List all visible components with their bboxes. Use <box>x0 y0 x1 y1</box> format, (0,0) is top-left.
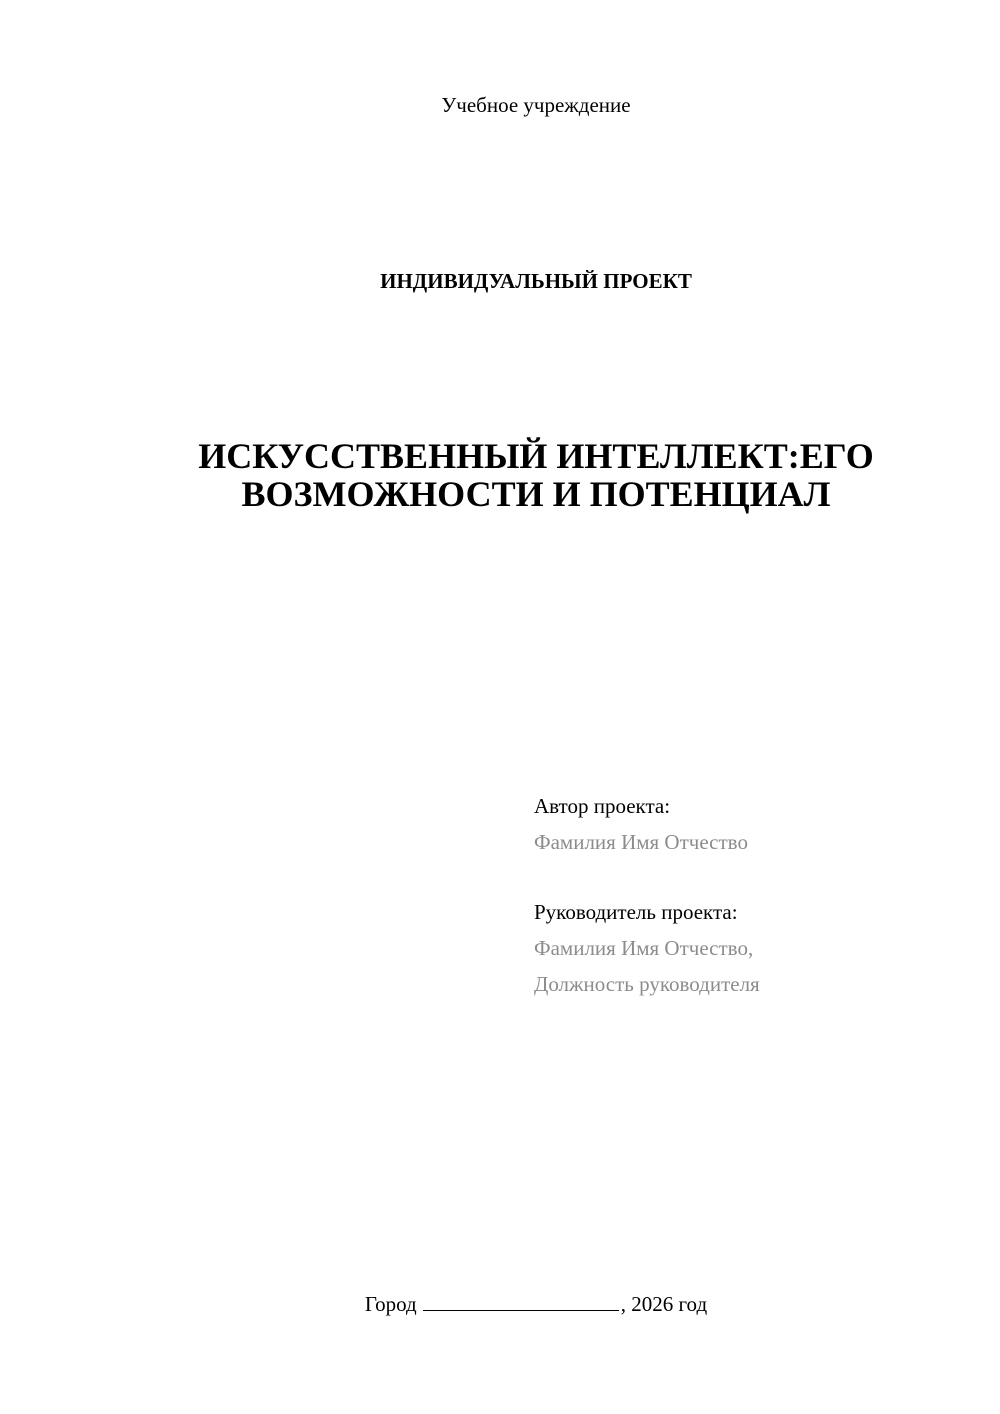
institution-name: Учебное учреждение <box>441 93 631 117</box>
author-name: Фамилия Имя Отчество <box>534 830 748 854</box>
city-year-line <box>0 1290 1000 1318</box>
project-title-line-2: ВОЗМОЖНОСТИ И ПОТЕНЦИАЛ <box>241 474 831 514</box>
project-title <box>0 437 1000 513</box>
project-title-line-1: ИСКУССТВЕННЫЙ ИНТЕЛЛЕКТ:ЕГО <box>198 436 874 476</box>
supervisor-position: Должность руководителя <box>534 972 760 996</box>
document-type: ИНДИВИДУАЛЬНЫЙ ПРОЕКТ <box>380 269 692 293</box>
city-label: Город <box>364 1292 417 1316</box>
supervisor-label: Руководитель проекта: <box>534 900 738 924</box>
author-label: Автор проекта: <box>534 794 671 818</box>
supervisor-name: Фамилия Имя Отчество, <box>534 936 754 960</box>
city-blank-line <box>423 1290 619 1311</box>
year-text: , 2026 год <box>620 1292 708 1316</box>
info-spacer <box>534 860 760 894</box>
project-info-block <box>534 788 760 1002</box>
